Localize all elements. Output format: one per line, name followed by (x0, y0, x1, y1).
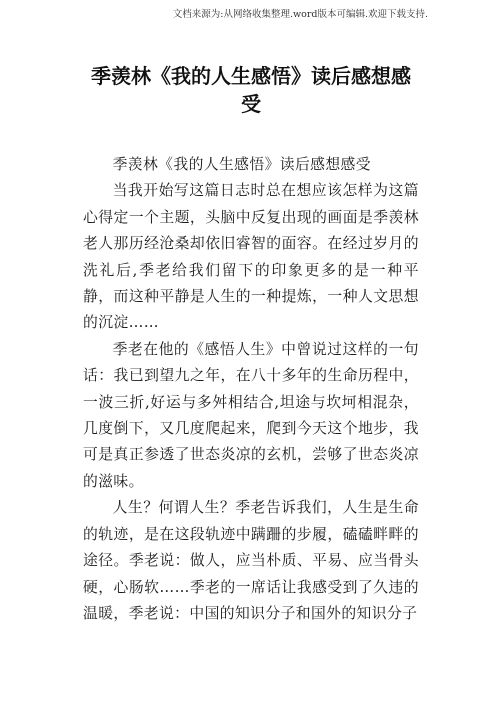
document-body (83, 62, 419, 627)
document-title: 季羡林《我的人生感悟》读后感想感受 (91, 64, 411, 116)
paragraph: 季老在他的《感悟人生》中曾说过这样的一句话：我已到望九之年，在八十多年的生命历程中，一波三折,好运与多舛相结合,坦途与坎坷相混杂，几度倒下，又几度爬起来，爬到今天这个地步，我可是真正参透了世态炎凉的玄机，尝够了世态炎凉的滋味。 (83, 340, 419, 490)
header-note: 文档来源为:从网络收集整理.word版本可编辑.欢迎下载支持. (172, 9, 428, 20)
paragraph: 当我开始写这篇日志时总在想应该怎样为这篇心得定一个主题，头脑中反复出现的画面是季羡林老人那历经沧桑却依旧睿智的面容。在经过岁月的洗礼后,季老给我们留下的印象更多的是一种平静，而这种平静是人生的一种提炼，一种人文思想的沉淀…… (83, 182, 419, 332)
paragraph-subtitle: 季羡林《我的人生感悟》读后感想感受 (112, 156, 371, 173)
paragraph: 人生？何谓人生？季老告诉我们，人生是生命的轨迹，是在这段轨迹中蹒跚的步履，磕磕畔畔的途径。季老说：做人，应当朴质、平易、应当骨头硬，心肠软……季老的一席话让我感受到了久违的温暖，季老说：中国的知识分子和国外的知识分子 (83, 499, 419, 622)
